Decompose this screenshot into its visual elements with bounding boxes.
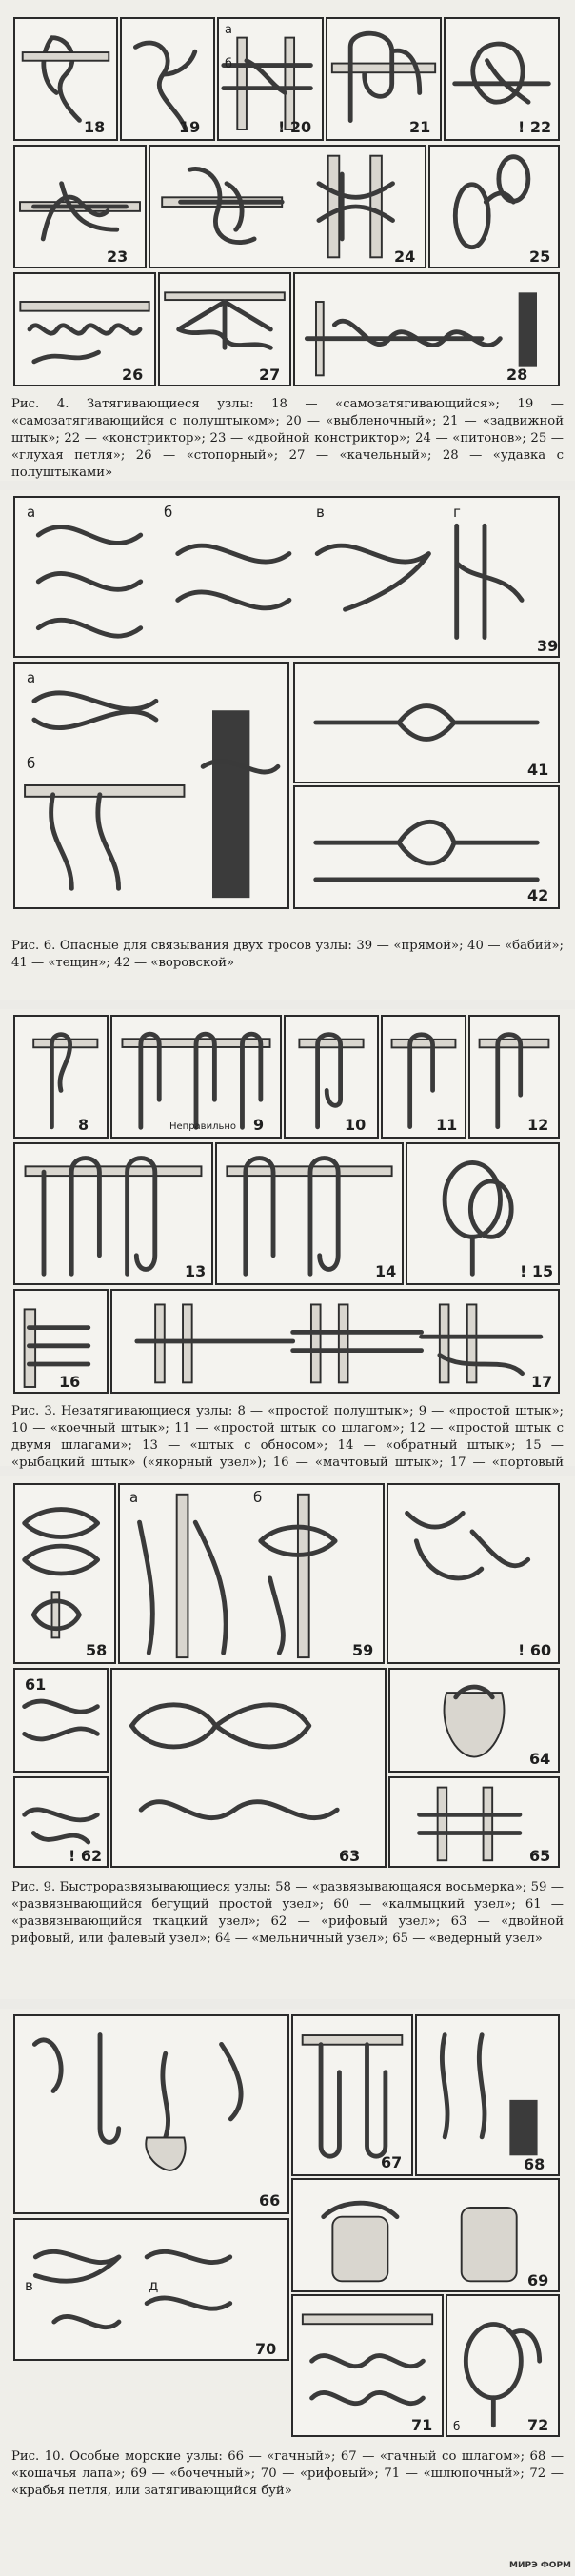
label-66: 66 [259, 2191, 281, 2209]
label-25: 25 [529, 248, 551, 266]
knot-27-panel [158, 272, 291, 386]
label-27: 27 [259, 366, 281, 384]
knot-12-panel [468, 1015, 560, 1139]
knot-70-panel [13, 2218, 289, 2361]
knot-68-panel [415, 2014, 560, 2176]
label-17: 17 [531, 1373, 553, 1391]
label-63: 63 [339, 1847, 361, 1865]
figure-10-caption: Рис. 10. Особые морские узлы: 66 — «гачный»; 67 — «гачный со шлагом»; 68 — «кошачья лапа»; 69 — «бочечный»; 70 — «рифовый»; 71 — «шлюпочный»; 72 — «крабья петля, или затягивающийся буй» [11, 2449, 564, 2498]
knot-24-panel [149, 145, 426, 268]
label-10: 10 [345, 1116, 367, 1134]
knot-62-panel [13, 1776, 109, 1868]
site-watermark: МИРЭ ФОРМ [509, 2561, 571, 2570]
knot-39-40-panel [13, 496, 560, 658]
label-18: 18 [84, 118, 106, 136]
label-39v: в [316, 504, 325, 521]
figure-9-plate [0, 1476, 575, 1999]
knot-10-panel [284, 1015, 379, 1139]
label-67: 67 [381, 2153, 403, 2171]
label-42: 42 [527, 886, 549, 904]
knot-21-panel [326, 17, 442, 141]
label-40b: б [27, 755, 36, 772]
label-70: 70 [255, 2340, 277, 2358]
knot-9-panel [110, 1015, 282, 1139]
figure-10-plate [0, 2009, 575, 2576]
label-65: 65 [529, 1847, 551, 1865]
knot-65-panel [388, 1776, 560, 1868]
label-70v: в [25, 2277, 33, 2294]
knot-15-panel [406, 1142, 560, 1285]
figure-3-plate [0, 1009, 575, 1470]
label-19: 19 [179, 118, 201, 136]
label-20b: б [225, 57, 233, 71]
knot-41-panel [293, 662, 560, 783]
figure-6-caption: Рис. 6. Опасные для связывания двух тросов узлы: 39 — «прямой»; 40 — «бабий»; 41 — «тещин»; 42 — «воровской» [11, 939, 564, 970]
knot-62-63-panel [110, 1668, 387, 1868]
knot-16-panel [13, 1289, 109, 1394]
label-20: ! 20 [278, 118, 312, 136]
knot-22-panel [444, 17, 560, 141]
label-28: 28 [506, 366, 528, 384]
label-59a: а [129, 1489, 139, 1506]
label-26: 26 [122, 366, 144, 384]
figure-6-plate [0, 490, 575, 1000]
knot-67-panel [291, 2014, 413, 2176]
knot-17-panel [110, 1289, 560, 1394]
label-14: 14 [375, 1262, 397, 1280]
label-40a: а [27, 669, 36, 686]
label-72: 72 [527, 2416, 549, 2434]
knot-28-panel [293, 272, 560, 386]
label-72b: б [453, 2420, 461, 2433]
label-9-wrong: Неправильно [169, 1121, 237, 1132]
label-69: 69 [527, 2271, 549, 2289]
figure-4-caption: Рис. 4. Затягивающиеся узлы: 18 — «самозатягивающийся»; 19 — «самозатягивающийся с полуштыком»; 20 — «выбленочный»; 21 — «задвижной штык»; 22 — «констриктор»; 23 — «двойной констриктор»; 24 — «питонов»; 25 — «глухая петля»; 26 — «стопорный»; 27 — «качельный»; 28 — «удавка с полуштыками» [11, 397, 564, 480]
figure-3-caption: Рис. 3. Незатягивающиеся узлы: 8 — «простой полуштык»; 9 — «простой штык»; 10 — «коечный штык»; 11 — «простой штык со шлагом»; 12 — «простой штык с двумя шлагами»; 13 — «штык с обносом»; 14 — «обратный штык»; 15 — «рыбацкий штык» («якорный узел»); 16 — «мачтовый штык»; 17 — «портовый [11, 1404, 564, 1470]
figure-9-caption: Рис. 9. Быстроразвязывающиеся узлы: 58 — «развязывающаяся восьмерка»; 59 — «развязывающийся бегущий простой узел»; 60 — «калмыцкий узел»; 61 — «развязывающийся ткацкий узел»; 62 — «рифовый узел»; 63 — «двойной рифовый, или фалевый узел»; 64 — «мельничный узел»; 65 — «ведерный узел» [11, 1880, 564, 1946]
label-68: 68 [524, 2155, 545, 2173]
label-15: ! 15 [520, 1262, 554, 1280]
label-39g: г [453, 504, 461, 521]
label-22: ! 22 [518, 118, 552, 136]
label-60: ! 60 [518, 1641, 552, 1659]
knot-8-panel [13, 1015, 109, 1139]
knot-60-panel [387, 1483, 560, 1664]
knot-66-panel [13, 2014, 289, 2214]
label-23: 23 [107, 248, 129, 266]
knot-25-panel [428, 145, 560, 268]
knot-64-panel [388, 1668, 560, 1773]
label-13: 13 [185, 1262, 207, 1280]
label-41: 41 [527, 761, 549, 779]
knot-72-panel [446, 2294, 560, 2437]
knot-26-panel [13, 272, 156, 386]
label-39b: б [164, 504, 173, 521]
knot-20-panel [217, 17, 324, 141]
knot-11-panel [381, 1015, 466, 1139]
knot-61-panel [13, 1668, 109, 1773]
knot-40-panel [13, 662, 289, 909]
label-58: 58 [86, 1641, 108, 1659]
knot-42-panel [293, 785, 560, 909]
knot-19-panel [120, 17, 215, 141]
knot-69-panel [291, 2178, 560, 2292]
knot-23-panel [13, 145, 147, 268]
label-70d: д [149, 2277, 159, 2294]
label-61: 61 [25, 1675, 47, 1694]
label-12: 12 [527, 1116, 549, 1134]
label-59: 59 [352, 1641, 374, 1659]
label-39: 39 [537, 637, 559, 655]
figure-4-plate [0, 0, 575, 481]
label-62: ! 62 [69, 1847, 103, 1865]
knot-13-panel [13, 1142, 213, 1285]
label-59b: б [253, 1489, 263, 1506]
label-64: 64 [529, 1750, 551, 1768]
label-16: 16 [59, 1373, 81, 1391]
label-24: 24 [394, 248, 416, 266]
label-9: 9 [253, 1116, 265, 1134]
knot-14-panel [215, 1142, 404, 1285]
knot-18-panel [13, 17, 118, 141]
knot-59-panel [118, 1483, 385, 1664]
label-20a: а [225, 23, 232, 37]
label-8: 8 [78, 1116, 89, 1134]
label-21: 21 [409, 118, 431, 136]
knot-71-panel [291, 2294, 444, 2437]
knot-58-panel [13, 1483, 116, 1664]
label-11: 11 [436, 1116, 458, 1134]
label-71: 71 [411, 2416, 433, 2434]
label-39a: а [27, 504, 36, 521]
